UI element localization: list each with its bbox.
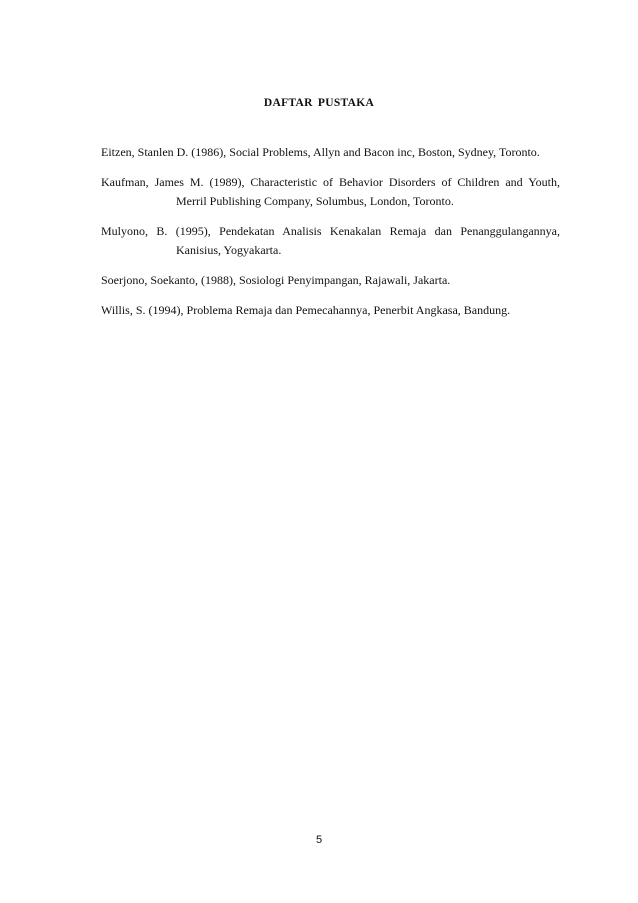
reference-list	[101, 143, 560, 331]
reference-entry-eitzen: Eitzen, Stanlen D. (1986), Social Problems, Allyn and Bacon inc, Boston, Sydney, Toronto.	[101, 145, 540, 159]
reference-entry-kaufman: Kaufman, James M. (1989), Characteristic of Behavior Disorders of Children and Youth, Merril Publishing Company, Solumbus, London, Toronto.	[101, 175, 560, 208]
page-number: 5	[315, 834, 323, 846]
reference-entry-soerjono: Soerjono, Soekanto, (1988), Sosiologi Penyimpangan, Rajawali, Jakarta.	[101, 273, 451, 287]
page-title: DAFTAR PUSTAKA	[263, 97, 375, 109]
reference-entry-mulyono: Mulyono, B. (1995), Pendekatan Analisis Kenakalan Remaja dan Penanggulangannya, Kanisius, Yogyakarta.	[101, 224, 560, 257]
reference-entry-willis: Willis, S. (1994), Problema Remaja dan Pemecahannya, Penerbit Angkasa, Bandung.	[101, 303, 511, 317]
